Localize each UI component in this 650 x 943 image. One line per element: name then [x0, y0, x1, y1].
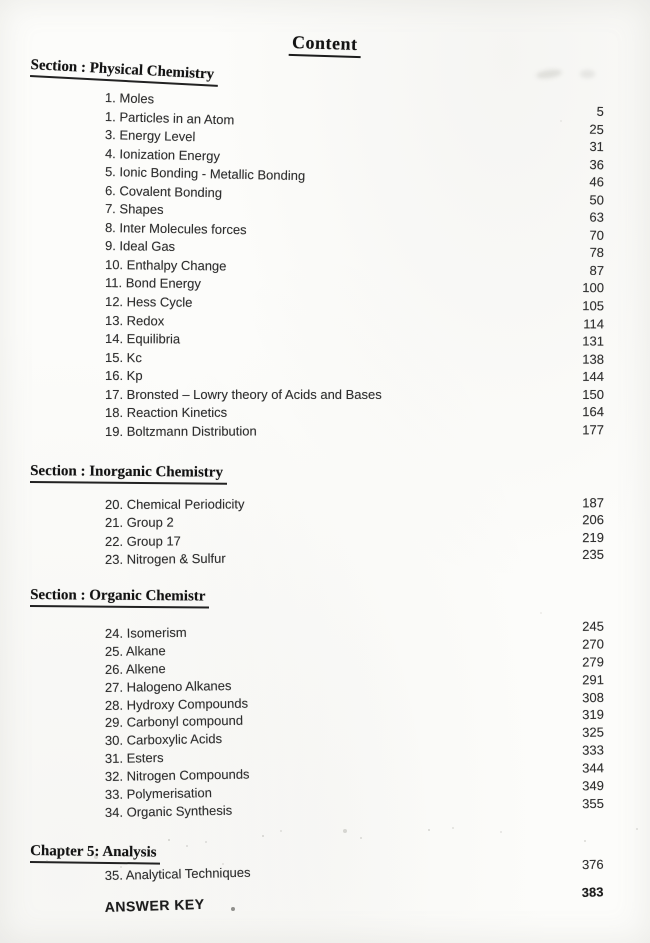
toc-entry-page: 219 [582, 529, 605, 545]
toc-entry-label: 34. Organic Synthesis [104, 802, 233, 820]
toc-entry-label: 6. Covalent Bonding [104, 182, 223, 200]
toc-section-list-analysis [104, 856, 604, 932]
toc-entry-page: 349 [582, 778, 605, 794]
toc-entry-label: 30. Carboxylic Acids [104, 731, 223, 749]
toc-entry-page: 63 [589, 209, 605, 225]
toc-entry-label: 20. Chemical Periodicity [104, 496, 245, 512]
section-heading-physical: Section : Physical Chemistry [30, 57, 219, 87]
toc-entry-label: 13. Redox [104, 312, 165, 328]
toc-entry-page: 25 [589, 121, 605, 137]
toc-entry-page: 376 [581, 856, 604, 873]
toc-entry-label: 10. Enthalpy Change [104, 256, 227, 274]
toc-entry-label: 32. Nitrogen Compounds [104, 766, 250, 785]
toc-entry-page: 164 [582, 404, 605, 420]
toc-entry-label: 26. Alkene [104, 660, 166, 677]
scan-speckles [0, 0, 2, 2]
toc-entry-page: 50 [589, 192, 605, 208]
toc-entry-page: 187 [582, 495, 605, 511]
toc-entry-label: 17. Bronsted – Lowry theory of Acids and Bases [105, 386, 382, 402]
toc-row [105, 350, 604, 370]
toc-row [105, 387, 604, 406]
toc-entry-label: ANSWER KEY [104, 895, 205, 916]
toc-entry-label: 3. Energy Level [104, 127, 196, 145]
toc-row [105, 331, 604, 352]
toc-entry-page: 144 [582, 369, 605, 385]
toc-entry-page: 333 [582, 742, 605, 758]
toc-entry-page: 291 [582, 671, 605, 688]
toc-section-list-physical [105, 90, 604, 442]
page-title: Content [289, 32, 361, 58]
toc-entry-label: 4. Ionization Energy [104, 145, 221, 164]
toc-entry-label: 14. Equilibria [104, 331, 181, 347]
toc-entry-page: 131 [582, 333, 605, 349]
toc-row [105, 547, 604, 571]
toc-row [105, 404, 604, 423]
toc-entry-label: 21. Group 2 [104, 514, 174, 531]
toc-entry-page: 325 [582, 724, 605, 741]
toc-entry-label: 7. Shapes [104, 201, 164, 218]
toc-entry-label: 27. Halogeno Alkanes [104, 677, 232, 695]
toc-entry-label: 1. Particles in an Atom [104, 108, 235, 127]
toc-entry-page: 5 [596, 103, 605, 119]
toc-entry-page: 31 [589, 138, 605, 155]
toc-row [105, 422, 604, 442]
toc-entry-page: 355 [582, 795, 605, 812]
toc-entry-page: 245 [582, 618, 605, 634]
toc-entry-page: 87 [589, 262, 605, 279]
page-title-wrap [0, 33, 650, 57]
toc-entry-label: 12. Hess Cycle [104, 294, 193, 310]
toc-entry-label: 18. Reaction Kinetics [104, 405, 228, 421]
toc-entry-label: 1. Moles [104, 90, 155, 107]
toc-entry-page: 235 [582, 546, 605, 563]
toc-entry-page: 177 [582, 422, 605, 438]
toc-entry-page: 383 [581, 884, 604, 901]
toc-entry-page: 308 [582, 689, 605, 705]
toc-entry-page: 78 [589, 245, 605, 261]
toc-entry-label: 19. Boltzmann Distribution [104, 423, 257, 439]
toc-entry-page: 114 [583, 315, 605, 332]
toc-entry-label: 8. Inter Molecules forces [104, 219, 247, 238]
section-heading-inorganic: Section : Inorganic Chemistry [30, 463, 227, 485]
toc-entry-label: 33. Polymerisation [104, 785, 213, 803]
toc-entry-label: 11. Bond Energy [104, 275, 201, 292]
toc-entry-page: 279 [582, 654, 605, 670]
toc-entry-label: 31. Esters [104, 750, 164, 767]
toc-entry-label: 23. Nitrogen & Sulfur [104, 550, 226, 568]
toc-entry-page: 105 [582, 298, 605, 314]
toc-entry-page: 138 [582, 351, 605, 367]
toc-entry-page: 319 [582, 707, 605, 723]
toc-entry-label: 28. Hydroxy Compounds [104, 695, 249, 713]
toc-entry-label: 35. Analytical Techniques [104, 864, 251, 884]
toc-entry-label: 5. Ionic Bonding - Metallic Bonding [104, 164, 306, 184]
toc-section-list-organic [104, 618, 605, 823]
chapter-heading-analysis: Chapter 5: Analysis [30, 843, 161, 865]
toc-entry-page: 344 [582, 760, 605, 776]
toc-entry-page: 46 [589, 174, 605, 190]
toc-entry-label: 22. Group 17 [104, 533, 181, 549]
toc-entry-page: 206 [582, 512, 605, 528]
toc-entry-label: 29. Carbonyl compound [104, 713, 244, 731]
toc-entry-page: 100 [582, 280, 605, 296]
toc-entry-page: 70 [589, 227, 605, 243]
toc-entry-label: 24. Isomerism [104, 624, 187, 641]
toc-entry-page: 270 [582, 636, 605, 652]
scan-smudge [536, 68, 563, 80]
toc-row [105, 368, 604, 387]
toc-entry-label: 25. Alkane [104, 642, 166, 659]
toc-entry-label: 15. Kc [104, 349, 142, 365]
toc-entry-page: 36 [589, 156, 605, 172]
toc-section-list-inorganic [105, 497, 604, 571]
toc-entry-label: 16. Kp [104, 368, 143, 384]
section-heading-organic: Section : Organic Chemistr [30, 587, 210, 609]
toc-entry-page: 150 [582, 386, 604, 402]
toc-entry-label: 9. Ideal Gas [104, 238, 176, 255]
scan-smudge [580, 70, 595, 78]
